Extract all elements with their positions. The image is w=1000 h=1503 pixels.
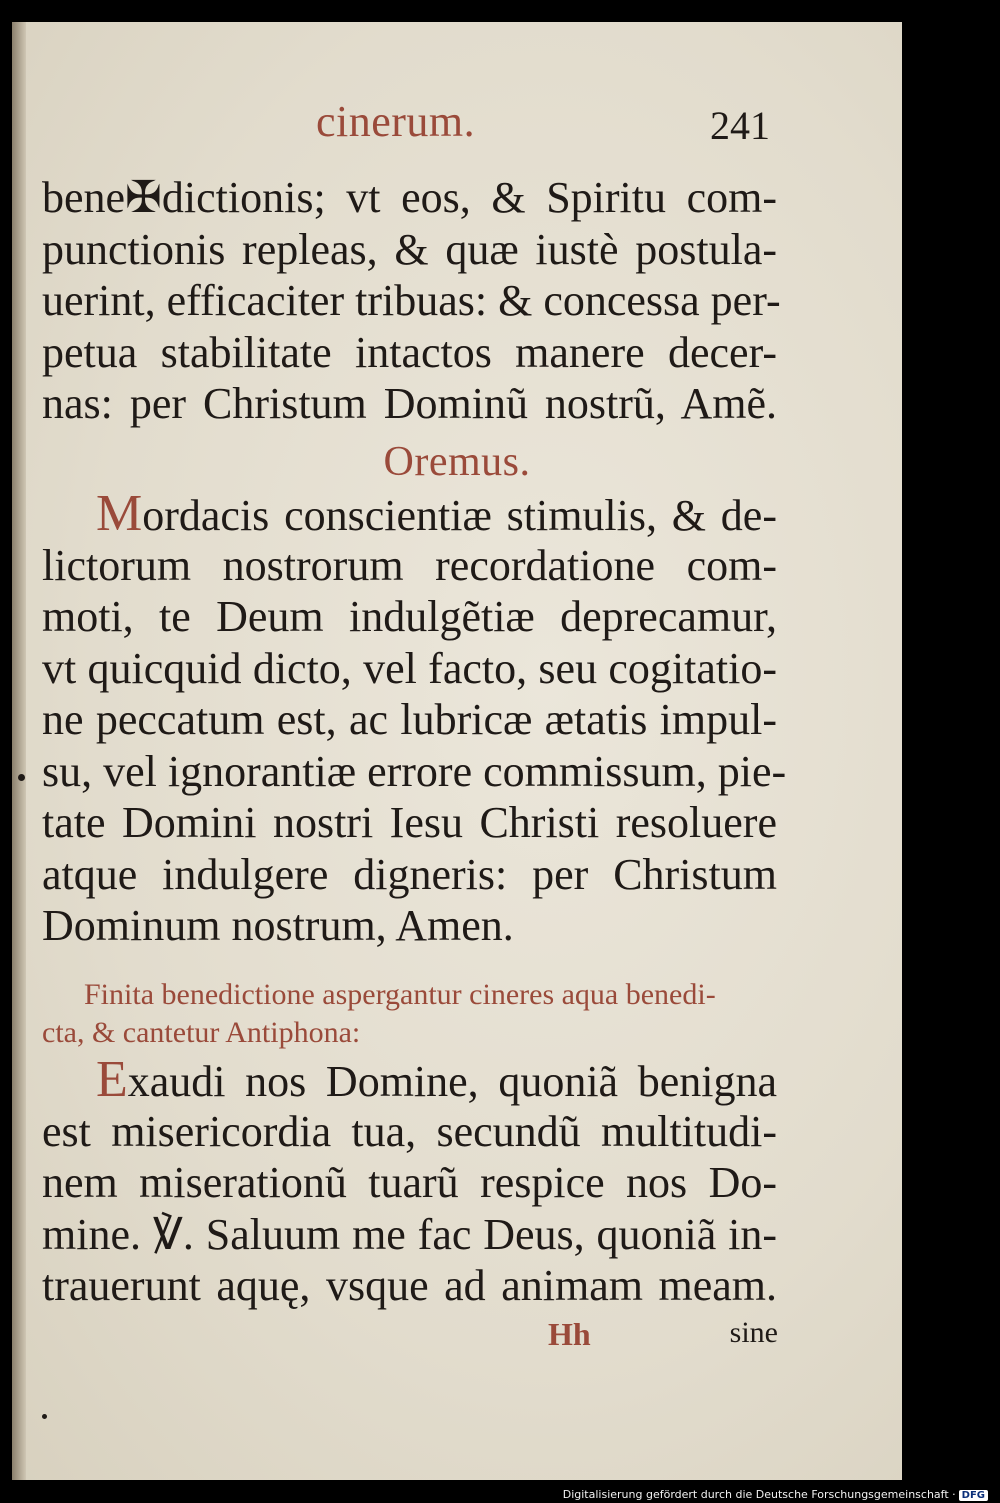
text-block-1	[42, 172, 781, 430]
text-line: su, vel ignorantiæ errore commissum, pie-	[42, 746, 787, 796]
text-line: punctionis repleas, & quæ iustè postula-	[42, 224, 777, 274]
text-block-3	[42, 1051, 777, 1312]
text-line: vt quicquid dicto, vel facto, seu cogitatio-	[42, 643, 777, 693]
page-number: 241	[710, 103, 770, 148]
ink-spot	[18, 774, 25, 781]
page-header	[12, 96, 902, 156]
text-line-rest: xaudi nos Domine, quoniã benigna	[127, 1057, 777, 1106]
initial-letter: M	[96, 485, 143, 542]
text-line: moti, te Deum indulgẽtiæ deprecamur,	[42, 592, 777, 641]
text-block-2	[42, 485, 787, 952]
rubric-line: cta, & cantetur Antiphona:	[42, 1016, 361, 1049]
credit-text: Digitalisierung gefördert durch die Deutsche Forschungsgemeinschaft ·	[562, 1488, 956, 1501]
text-line: est misericordia tua, secundũ multitudi-	[42, 1106, 777, 1156]
text-line: Dominum nostrum, Amen.	[42, 901, 514, 950]
page-footer	[12, 1316, 902, 1366]
text-line: tate Domini nostri Iesu Christi resoluere	[42, 798, 777, 847]
ink-spot	[42, 1414, 47, 1419]
text-line: petua stabilitate intactos manere decer-	[42, 327, 777, 377]
section-heading: Oremus.	[383, 439, 531, 485]
catchword: sine	[729, 1316, 778, 1349]
text-line-rest: ordacis conscientiæ stimulis, & de-	[142, 491, 777, 540]
book-page	[12, 22, 902, 1480]
text-line: bene✠dictionis; vt eos, & Spiritu com-	[42, 173, 777, 222]
text-line: atque indulgere digneris: per Christum	[42, 849, 777, 899]
text-line: ne peccatum est, ac lubricæ ætatis impul-	[42, 695, 777, 744]
rubric-line: Finita benedictione aspergantur cineres aqua benedi-	[84, 978, 716, 1011]
running-title: cinerum.	[316, 97, 476, 146]
page-spine-shadow	[12, 22, 26, 1480]
text-line: nem miserationũ tuarũ respice nos Do-	[42, 1158, 777, 1207]
text-line	[42, 485, 777, 542]
text-line	[42, 1051, 777, 1108]
text-line: mine. ℣. Saluum me fac Deus, quoniã in-	[42, 1209, 777, 1259]
initial-letter: E	[96, 1051, 128, 1108]
text-line: trauerunt aquę, vsque ad animam meam.	[42, 1261, 777, 1310]
text-line: lictorum nostrorum recordatione com-	[42, 540, 777, 590]
rubric-instruction	[42, 976, 777, 1052]
text-line: nas: per Christum Dominũ nostrũ, Amẽ.	[42, 379, 777, 428]
dfg-logo-icon: DFG	[959, 1490, 988, 1501]
signature-mark: Hh	[548, 1316, 591, 1352]
text-line: uerint, efficaciter tribuas: & concessa per-	[42, 276, 781, 325]
digitization-credit	[563, 1488, 988, 1501]
